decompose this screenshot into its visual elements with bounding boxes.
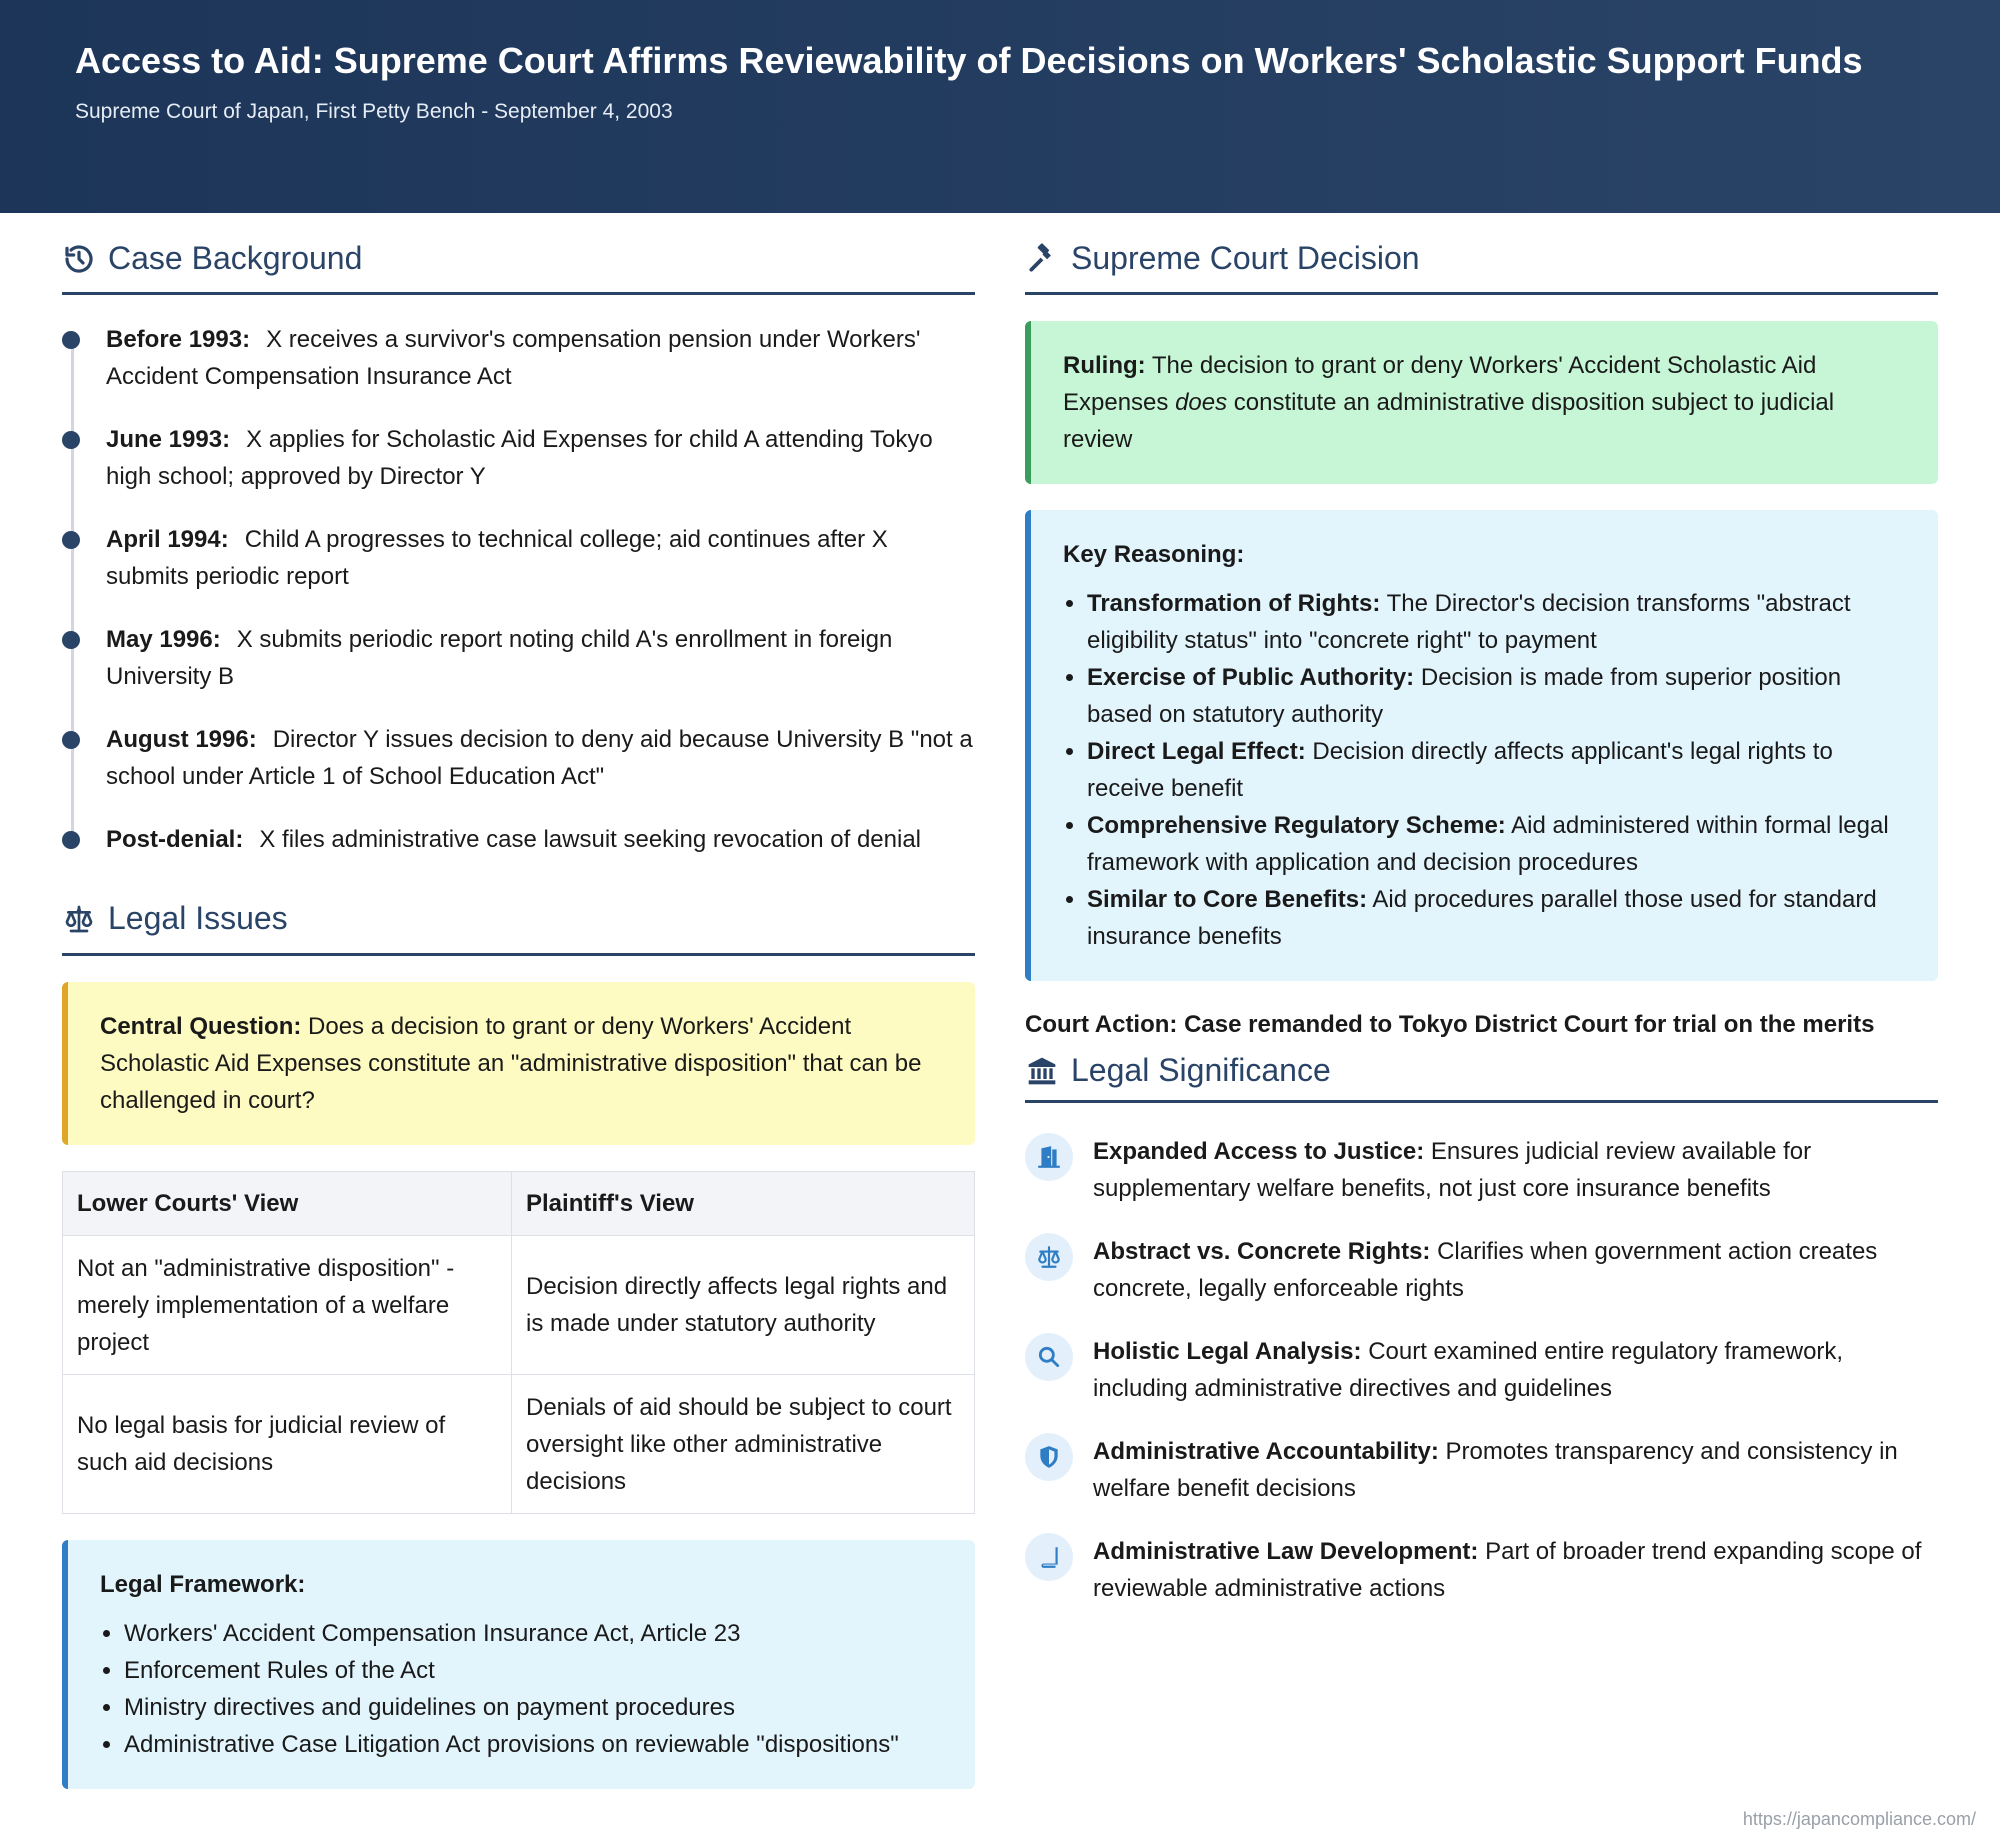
views-table (62, 1171, 975, 1514)
list-item (1087, 585, 1906, 659)
timeline-text: Director Y issues decision to deny aid because University B "not a school under Article 1 of School Education Act" (106, 726, 973, 790)
reasoning-label: Similar to Core Benefits: (1087, 886, 1368, 913)
reasoning-label: Comprehensive Regulatory Scheme: (1087, 812, 1506, 839)
table-header-cell: Lower Courts' View (63, 1172, 512, 1236)
central-question-text: Does a decision to grant or deny Workers' Accident Scholastic Aid Expenses constitute an "administrative disposition" that can be challenged in court? (100, 1013, 922, 1114)
section-case-background (62, 213, 975, 295)
shield-icon (1025, 1433, 1073, 1481)
list-item: • Workers' Accident Compensation Insurance Act, Article 23 (124, 1615, 943, 1652)
table-header-row (63, 1172, 975, 1236)
timeline-text: X submits periodic report noting child A's enrollment in foreign University B (106, 626, 893, 690)
significance-label: Expanded Access to Justice: (1093, 1138, 1425, 1165)
timeline-date: May 1996: (106, 626, 221, 653)
list-item (1025, 1433, 1938, 1507)
significance-text (1093, 1533, 1938, 1607)
timeline-date: Before 1993: (106, 326, 251, 353)
timeline-text: X files administrative case lawsuit seeking revocation of denial (259, 826, 922, 853)
court-action: Court Action: Case remanded to Tokyo District Court for trial on the merits (1025, 1011, 1875, 1038)
timeline-text: X receives a survivor's compensation pension under Workers' Accident Compensation Insurance Act (106, 326, 921, 390)
significance-label: Administrative Accountability: (1093, 1438, 1439, 1465)
timeline-dot (62, 831, 80, 849)
scale-icon (62, 902, 96, 936)
table-cell: Not an "administrative disposition" - merely implementation of a welfare project (63, 1236, 512, 1375)
significance-desc: Part of broader trend expanding scope of reviewable administrative actions (1093, 1538, 1922, 1602)
table-row (63, 1236, 975, 1375)
section-supreme-court-decision (1025, 213, 1938, 295)
timeline-item (106, 821, 975, 858)
table-cell: Denials of aid should be subject to court oversight like other administrative decisions (512, 1375, 975, 1514)
list-item (1025, 1333, 1938, 1407)
list-item (1087, 733, 1906, 807)
timeline-date: June 1993: (106, 426, 231, 453)
significance-label: Administrative Law Development: (1093, 1538, 1479, 1565)
timeline-item (106, 421, 975, 495)
significance-text (1093, 1233, 1938, 1307)
significance-desc: Clarifies when government action creates concrete, legally enforceable rights (1093, 1238, 1878, 1302)
section-legal-issues (62, 884, 975, 956)
reasoning-label: Transformation of Rights: (1087, 590, 1381, 617)
reasoning-text: The Director's decision transforms "abstract eligibility status" into "concrete right" to payment (1087, 590, 1851, 654)
section-legal-significance (1025, 1041, 1938, 1103)
list-item (1025, 1133, 1938, 1207)
timeline-item (106, 321, 975, 395)
list-item (1087, 807, 1906, 881)
timeline-date: August 1996: (106, 726, 257, 753)
ruling-text-post: constitute an administrative disposition subject to judicial review (1063, 389, 1835, 453)
timeline-text: Child A progresses to technical college; aid continues after X submits periodic report (106, 526, 888, 590)
timeline-line (71, 335, 74, 838)
reasoning-text: Aid procedures parallel those used for standard insurance benefits (1087, 886, 1877, 950)
list-item (1087, 659, 1906, 733)
book-icon (1025, 1533, 1073, 1581)
history-icon (62, 242, 96, 276)
timeline-date: Post-denial: (106, 826, 244, 853)
reasoning-text: Decision is made from superior position based on statutory authority (1087, 664, 1842, 728)
timeline-item (106, 621, 975, 695)
significance-text (1093, 1333, 1938, 1407)
key-reasoning-list (1063, 585, 1906, 955)
footer-url: https://japancompliance.com/ (1742, 1809, 1976, 1829)
timeline-text: X applies for Scholastic Aid Expenses for child A attending Tokyo high school; approved by Director Y (106, 426, 933, 490)
search-icon (1025, 1333, 1073, 1381)
ruling-label: Ruling: (1063, 352, 1146, 379)
section-title-text: Legal Issues (108, 900, 288, 936)
scale-icon (1025, 1233, 1073, 1281)
legal-framework-title: Legal Framework: (100, 1571, 306, 1598)
page-subtitle: Supreme Court of Japan, First Petty Bench - September 4, 2003 (75, 100, 673, 123)
timeline-dot (62, 531, 80, 549)
list-item: • Administrative Case Litigation Act provisions on reviewable "dispositions" (124, 1726, 943, 1763)
right-column (1025, 213, 1938, 1633)
list-item: • Ministry directives and guidelines on payment procedures (124, 1689, 943, 1726)
central-question-callout (62, 982, 975, 1145)
reasoning-text: Decision directly affects applicant's legal rights to receive benefit (1087, 738, 1833, 802)
list-item: • Enforcement Rules of the Act (124, 1652, 943, 1689)
table-row (63, 1375, 975, 1514)
significance-label: Holistic Legal Analysis: (1093, 1338, 1362, 1365)
ruling-emphasis: does (1175, 389, 1228, 416)
significance-text (1093, 1433, 1938, 1507)
ruling-callout (1025, 321, 1938, 484)
table-cell: No legal basis for judicial review of such aid decisions (63, 1375, 512, 1514)
gavel-icon (1025, 242, 1059, 276)
timeline-item (106, 721, 975, 795)
list-item (1087, 881, 1906, 955)
central-question-label: Central Question: (100, 1013, 302, 1040)
door-open-icon (1025, 1133, 1073, 1181)
page-header (0, 0, 2000, 213)
list-item (1025, 1533, 1938, 1607)
section-title-text: Supreme Court Decision (1071, 240, 1420, 276)
table-header-cell: Plaintiff's View (512, 1172, 975, 1236)
list-item (1025, 1233, 1938, 1307)
section-title-text: Case Background (108, 240, 363, 276)
reasoning-text: Aid administered within formal legal framework with application and decision procedures (1087, 812, 1889, 876)
legal-framework-callout (62, 1540, 975, 1789)
table-cell: Decision directly affects legal rights and is made under statutory authority (512, 1236, 975, 1375)
reasoning-label: Exercise of Public Authority: (1087, 664, 1415, 691)
significance-desc: Ensures judicial review available for supplementary welfare benefits, not just core insurance benefits (1093, 1138, 1812, 1202)
key-reasoning-callout (1025, 510, 1938, 981)
reasoning-label: Direct Legal Effect: (1087, 738, 1306, 765)
timeline-dot (62, 731, 80, 749)
ruling-text-pre: The decision to grant or deny Workers' Accident Scholastic Aid Expenses (1063, 352, 1817, 416)
legal-framework-list (100, 1615, 943, 1763)
landmark-icon (1025, 1054, 1059, 1088)
page-title: Access to Aid: Supreme Court Affirms Reviewability of Decisions on Workers' Scholastic Support Funds (75, 40, 1863, 81)
timeline-item (106, 521, 975, 595)
significance-text (1093, 1133, 1938, 1207)
left-column (62, 213, 975, 1789)
section-title-text: Legal Significance (1071, 1052, 1331, 1088)
significance-desc: Promotes transparency and consistency in welfare benefit decisions (1093, 1438, 1898, 1502)
timeline-dot (62, 631, 80, 649)
significance-label: Abstract vs. Concrete Rights: (1093, 1238, 1431, 1265)
timeline-dot (62, 431, 80, 449)
timeline-dot (62, 331, 80, 349)
significance-list (1025, 1133, 1938, 1607)
timeline-date: April 1994: (106, 526, 229, 553)
significance-desc: Court examined entire regulatory framework, including administrative directives and guidelines (1093, 1338, 1844, 1402)
timeline (62, 321, 975, 858)
key-reasoning-title: Key Reasoning: (1063, 541, 1245, 568)
